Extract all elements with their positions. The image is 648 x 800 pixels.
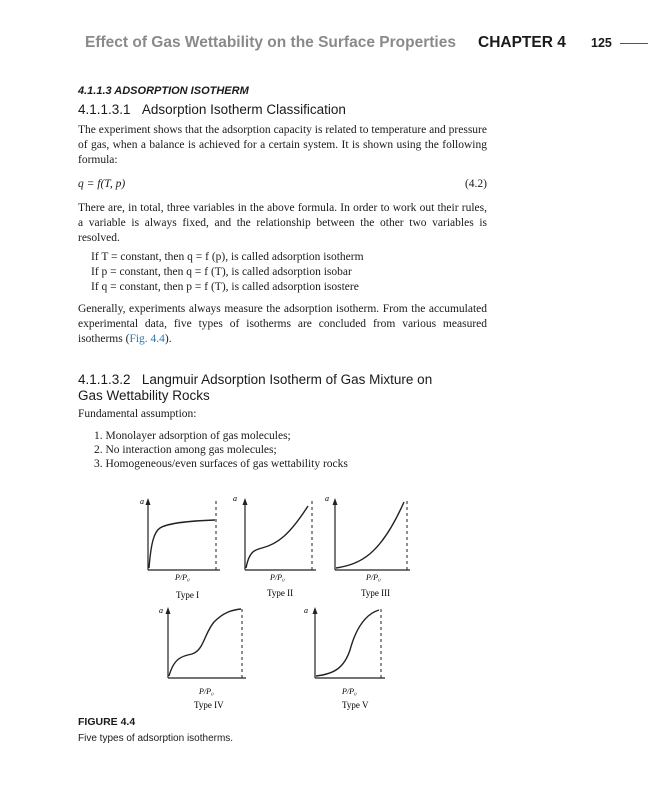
arrow-up-icon (313, 607, 318, 614)
assumption-item-2: 2. No interaction among gas molecules; (94, 444, 277, 456)
subsection-heading-classification (78, 102, 346, 117)
panel-type-1 (140, 497, 220, 600)
y-axis-label: a (325, 494, 329, 503)
isotherm-curve (169, 609, 241, 676)
y-axis-label: a (140, 497, 144, 506)
y-axis-label: a (233, 494, 237, 503)
panel-label-type-5: Type V (342, 700, 369, 710)
arrow-up-icon (166, 607, 171, 614)
assumption-item-1: 1. Monolayer adsorption of gas molecules; (94, 430, 291, 442)
equation-text: q = f(T, p) (78, 178, 126, 190)
figure-caption-label: FIGURE 4.4 (78, 716, 136, 728)
x-axis-label: P/P₀ (175, 573, 190, 582)
figure-reference-link[interactable]: Fig. 4.4 (129, 333, 165, 345)
panel-label-type-1: Type I (176, 590, 200, 600)
condition-isotherm: If T = constant, then q = f (p), is called adsorption isotherm (91, 251, 364, 263)
condition-isobar: If p = constant, then q = f (T), is called adsorption isobar (91, 266, 352, 278)
panel-type-5 (304, 606, 385, 710)
panel-type-3 (325, 494, 410, 598)
subsection-heading-langmuir (78, 372, 432, 387)
figure-caption-text: Five types of adsorption isotherms. (78, 733, 234, 744)
x-axis-label: P/P₀ (199, 687, 214, 696)
isotherm-curve (246, 506, 308, 568)
header-rule (620, 43, 648, 44)
panel-label-type-3: Type III (361, 588, 391, 598)
arrow-up-icon (243, 498, 248, 505)
subsection-number: 4.1.1.3.1 (78, 102, 131, 117)
panel-label-type-4: Type IV (194, 700, 224, 710)
panel-label-type-2: Type II (267, 588, 294, 598)
arrow-up-icon (146, 498, 151, 505)
fundamental-assumption-label: Fundamental assumption: (78, 408, 197, 420)
equation-number: (4.2) (464, 178, 487, 190)
subsection-number: 4.1.1.3.2 (78, 372, 131, 387)
arrow-up-icon (333, 498, 338, 505)
section-heading-adsorption-isotherm: 4.1.1.3 ADSORPTION ISOTHERM (78, 85, 249, 97)
condition-isostere: If q = constant, then p = f (T), is called adsorption isostere (91, 281, 359, 293)
paragraph-experiments-end: ). (164, 333, 172, 345)
panel-type-4 (159, 606, 246, 710)
paragraph-variables: There are, in total, three variables in the above formula. In order to work out their rules, a variable is always fixed, and the relationship between the other two variables is resolved. (78, 202, 487, 244)
page-number: 125 (591, 36, 612, 50)
paragraph-experiments (78, 302, 487, 347)
panel-type-2 (233, 494, 316, 598)
figure-adsorption-isotherms (128, 488, 426, 714)
y-axis-label: a (304, 606, 308, 615)
y-axis-label: a (159, 606, 163, 615)
chapter-label: CHAPTER 4 (478, 34, 566, 51)
subsection-title-line1: Langmuir Adsorption Isotherm of Gas Mixture on (141, 372, 433, 387)
equation-4-2 (78, 178, 487, 190)
paragraph-intro: The experiment shows that the adsorption capacity is related to temperature and pressure of gas, when a balance is achieved for a certain system. It is shown using the following formula: (78, 124, 487, 166)
isotherm-curve (316, 610, 379, 676)
subsection-title-line2: Gas Wettability Rocks (78, 388, 210, 403)
paragraph-experiments-text: Generally, experiments always measure the adsorption isotherm. From the accumulated experimental data, five types of isotherms are concluded from various measured isotherms ( (78, 303, 487, 345)
x-axis-label: P/P₀ (342, 687, 357, 696)
x-axis-label: P/P₀ (270, 573, 285, 582)
subsection-title: Adsorption Isotherm Classification (141, 102, 346, 117)
running-header-title: Effect of Gas Wettability on the Surface Properties (85, 34, 456, 51)
isotherm-curve (149, 520, 215, 568)
assumption-item-3: 3. Homogeneous/even surfaces of gas wettability rocks (94, 458, 348, 470)
isotherm-curve (336, 502, 404, 568)
x-axis-label: P/P₀ (366, 573, 381, 582)
